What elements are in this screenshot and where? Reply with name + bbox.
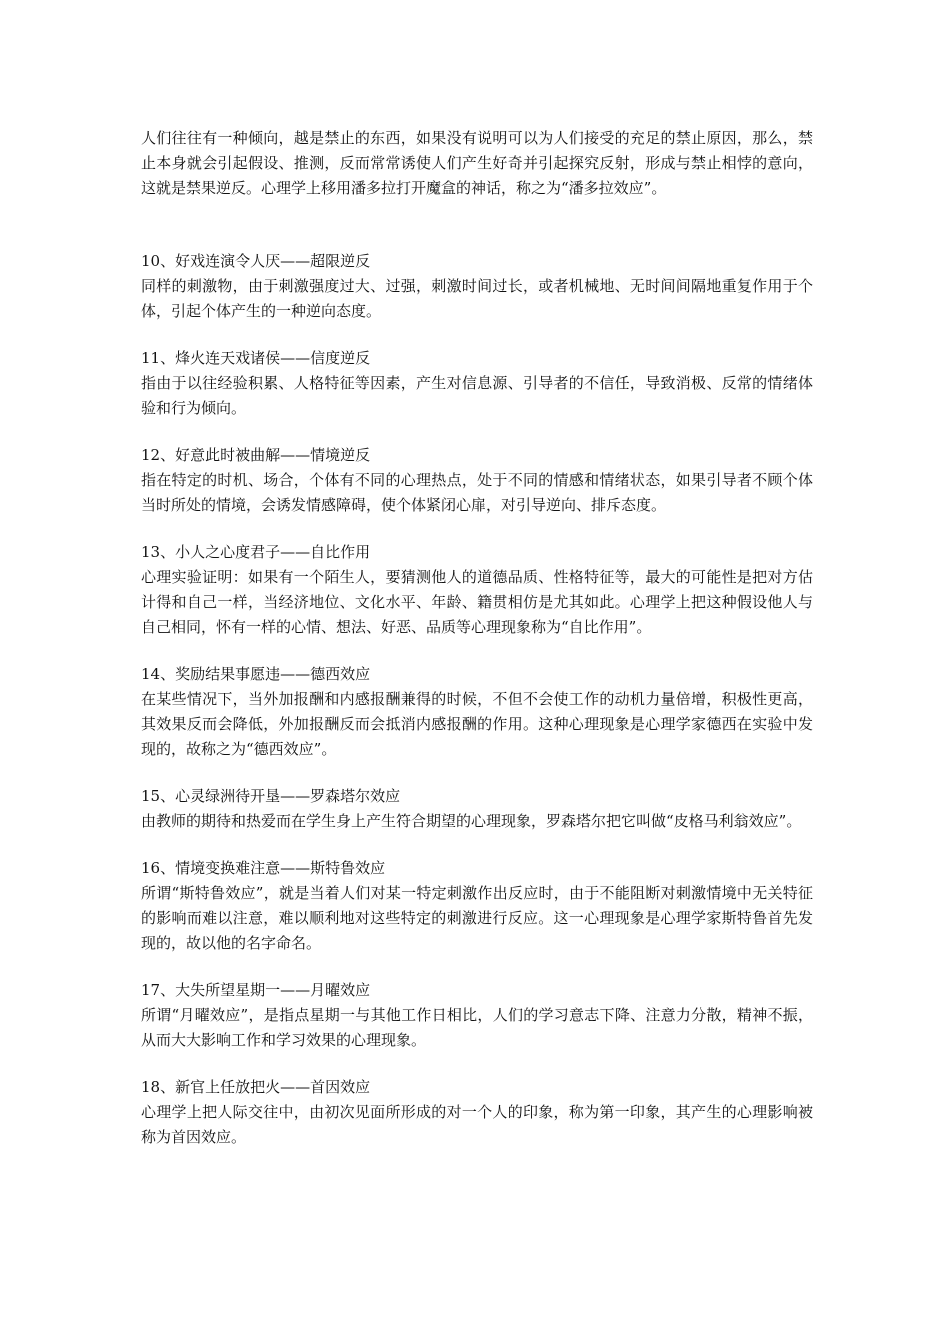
- section-body: 由教师的期待和热爱而在学生身上产生符合期望的心理现象，罗森塔尔把它叫做“皮格马利翁效应”。: [141, 812, 802, 830]
- section-title: 12、好意此时被曲解——情境逆反: [141, 446, 371, 464]
- section-title: 14、奖励结果事愿违——德西效应: [141, 665, 371, 683]
- section-body: 指在特定的时机、场合，个体有不同的心理热点，处于不同的情感和情绪状态，如果引导者不顾个体当时所处的情境，会诱发情感障碍，使个体紧闭心扉，对引导逆向、排斥态度。: [141, 471, 813, 514]
- section-title: 10、好戏连演令人厌——超限逆反: [141, 252, 371, 270]
- section-14: [141, 662, 813, 762]
- section-body: 指由于以往经验积累、人格特征等因素，产生对信息源、引导者的不信任，导致消极、反常的情绪体验和行为倾向。: [141, 374, 813, 417]
- section-body: 所谓“斯特鲁效应”，就是当着人们对某一特定刺激作出反应时，由于不能阻断对刺激情境中无关特征的影响而难以注意，难以顺利地对这些特定的刺激进行反应。这一心理现象是心理学家斯特鲁首先发现的，故以他的名字命名。: [141, 884, 813, 952]
- document-page: [141, 126, 813, 1172]
- section-16: [141, 856, 813, 956]
- section-10: [141, 249, 813, 324]
- section-body: 心理实验证明：如果有一个陌生人，要猜测他人的道德品质、性格特征等，最大的可能性是把对方估计得和自己一样，当经济地位、文化水平、年龄、籍贯相仿是尤其如此。心理学上把这种假设他人与自己相同，怀有一样的心情、想法、好恶、品质等心理现象称为“自比作用”。: [141, 568, 813, 636]
- section-body: 所谓“月曜效应”，是指点星期一与其他工作日相比，人们的学习意志下降、注意力分散，精神不振，从而大大影响工作和学习效果的心理现象。: [141, 1006, 813, 1049]
- paragraph-gap: [141, 201, 813, 249]
- section-title: 15、心灵绿洲待开垦——罗森塔尔效应: [141, 787, 401, 805]
- section-11: [141, 346, 813, 421]
- section-body: 同样的刺激物，由于刺激强度过大、过强，刺激时间过长，或者机械地、无时间间隔地重复作用于个体，引起个体产生的一种逆向态度。: [141, 277, 813, 320]
- section-17: [141, 978, 813, 1053]
- section-13: [141, 540, 813, 640]
- intro-paragraph: 人们往往有一种倾向，越是禁止的东西，如果没有说明可以为人们接受的充足的禁止原因，那么，禁止本身就会引起假设、推测，反而常常诱使人们产生好奇并引起探究反射，形成与禁止相悖的意向，这就是禁果逆反。心理学上移用潘多拉打开魔盒的神话，称之为“潘多拉效应”。: [141, 129, 813, 197]
- section-title: 16、情境变换难注意——斯特鲁效应: [141, 859, 386, 877]
- section-12: [141, 443, 813, 518]
- section-body: 在某些情况下，当外加报酬和内感报酬兼得的时候，不但不会使工作的动机力量倍增，积极性更高，其效果反而会降低，外加报酬反而会抵消内感报酬的作用。这种心理现象是心理学家德西在实验中发现的，故称之为“德西效应”。: [141, 690, 813, 758]
- section-body: 心理学上把人际交往中，由初次见面所形成的对一个人的印象，称为第一印象，其产生的心理影响被称为首因效应。: [141, 1103, 813, 1146]
- section-title: 18、新官上任放把火——首因效应: [141, 1078, 371, 1096]
- section-title: 13、小人之心度君子——自比作用: [141, 543, 371, 561]
- section-title: 11、烽火连天戏诸侯——信度逆反: [141, 349, 371, 367]
- section-15: [141, 784, 813, 834]
- section-18: [141, 1075, 813, 1150]
- section-title: 17、大失所望星期一——月曜效应: [141, 981, 371, 999]
